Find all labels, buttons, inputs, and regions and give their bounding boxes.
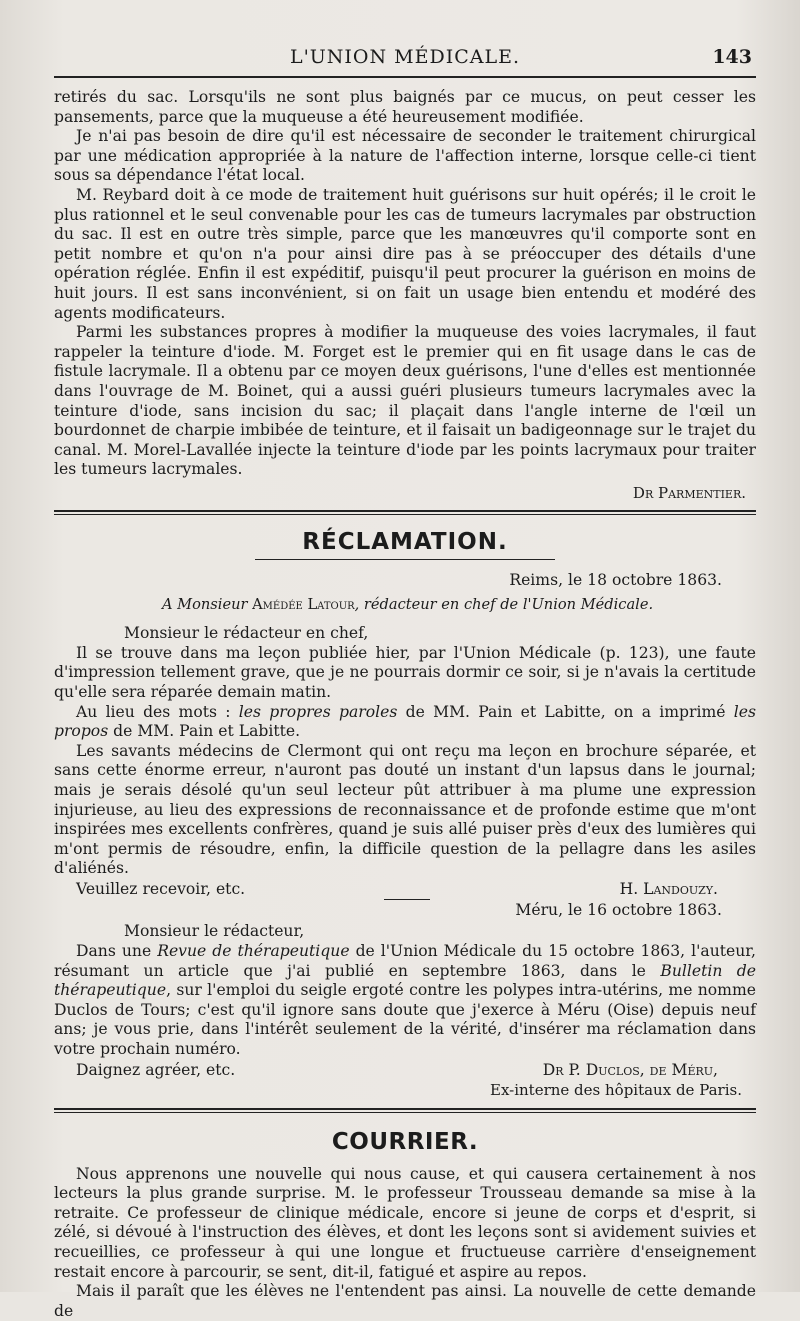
address-suffix: , rédacteur en chef de l'Union Médicale. — [354, 595, 654, 613]
letter-dateline: Méru, le 16 octobre 1863. — [515, 901, 722, 919]
article-signature: Dr Parmentier. — [632, 483, 746, 502]
letter-closing: Daignez agréer, etc. — [76, 1060, 236, 1079]
article-paragraph: M. Reybard doit à ce mode de traitement huit guérisons sur huit opérés; il le croit le plus rationnel et le seul convenable pour les cas de tumeurs lacrymales par obstruction du sac. Il est en outre très simple, parce que les manœuvres qu'il comporte sont en petit nombre et qu'on n'a pour ainsi dire pas à se préoccuper des détails d'une opération réglée. Enfin il est expéditif, puisqu'il peut procurer la guérison en moins de huit jours. Il est sans inconvénient, si on fait un usage bien entendu et modéré des agents modificateurs. — [54, 185, 756, 322]
letter-salutation: Monsieur le rédacteur en chef, — [124, 623, 369, 642]
letter-signature: Dr P. Duclos, de Méru, — [542, 1060, 718, 1079]
letter-signature-title: Ex-interne des hôpitaux de Paris. — [490, 1080, 742, 1099]
article-paragraph: Je n'ai pas besoin de dire qu'il est nécessaire de seconder le traitement chirurgical par une médication appropriée à la nature de l'affection interne, lorsque celle-ci tient sous sa dépendance l'état local. — [54, 127, 756, 185]
text-run: Au lieu des mots : — [76, 702, 231, 721]
italic-run: Revue de thérapeutique — [157, 942, 350, 960]
section-divider — [54, 510, 756, 515]
letter-paragraph — [54, 942, 756, 1060]
text-run: de l'Union Médicale du 15 octobre 1863, l'auteur, résumant un article que j'ai publié en septembre 1863, dans le — [54, 942, 756, 980]
title-underline — [255, 559, 555, 560]
journal-title: L'UNION MÉDICALE. — [289, 46, 521, 68]
letter-paragraph — [54, 703, 756, 742]
italic-run: Bulletin de thérapeutique — [54, 961, 756, 1000]
text-run: , sur l'emploi du seigle ergoté contre les polypes intra-utérins, me nomme Duclos de Tours; c'est qu'il ignore sans doute que j'exerce à Méru (Oise) depuis neuf ans; je vous prie, dans l'intérêt seulement de la vérité, d'insérer ma réclamation dans votre prochain numéro. — [54, 981, 756, 1058]
letter-landouzy — [54, 570, 756, 899]
letter-paragraph: Il se trouve dans ma leçon publiée hier, par l'Union Médicale (p. 123), une faute d'impression tellement grave, que je ne pourrais dormir ce soir, si je n'avais la certitude qu'elle sera réparée demain matin. — [54, 643, 756, 702]
letter-signature: H. Landouzy. — [619, 880, 718, 898]
courrier-paragraph: Nous apprenons une nouvelle qui nous cause, et qui causera certainement à nos lecteurs la plus grande surprise. M. le professeur Trousseau demande sa mise à la retraite. Ce professeur de clinique médicale, encore si jeune de corps et d'esprit, si zélé, si dévoué à l'instruction des élèves, et dont les leçons sont si avidement suivies et recueillies, ce professeur à qui une longue et fructueuse carrière d'enseignement restait encore à parcourir, se sent, dit-il, fatigué et aspire au repos. — [54, 1164, 756, 1281]
letter-closing-row — [54, 879, 756, 899]
letter-dateline: Reims, le 18 octobre 1863. — [509, 570, 722, 589]
italic-run: les propos — [54, 702, 756, 741]
article-paragraph: Parmi les substances propres à modifier la muqueuse des voies lacrymales, il faut rappeler la teinture d'iode. M. Forget est le premier qui en fit usage dans le cas de fistule lacrymale. Il a obtenu par ce moyen deux guérisons, l'une d'elles est mentionnée dans l'ouvrage de M. Boinet, qui a aussi guéri plusieurs tumeurs lacrymales avec la teinture d'iode, sans incision du sac; il plaçait dans l'angle interne de l'œil un bourdonnet de charpie imbibée de teinture, et il faisait un badigeonnage sur le trajet du canal. M. Morel-Lavallée injecte la teinture d'iode par les points lacrymaux pour traiter les tumeurs lacrymales. — [54, 323, 756, 479]
article-paragraph: retirés du sac. Lorsqu'ils ne sont plus baignés par ce mucus, on peut cesser les pansements, parce que la muqueuse a été heureusement modifiée. — [54, 88, 756, 126]
text-run: de MM. Pain et Labitte. — [113, 722, 301, 741]
italic-run: les propres paroles — [238, 702, 398, 721]
section-title-courrier: COURRIER. — [331, 1128, 479, 1155]
letter-paragraph: Les savants médecins de Clermont qui ont reçu ma leçon en brochure séparée, et sans cette énorme erreur, n'auront pas douté un instant d'un lapsus dans le journal; mais je serais désolé qu'un seul lecteur pût attribuer à ma plume une expression injurieuse, au lieu des expressions de reconnaissance et de profonde estime que m'ont inspirées mes excellents confrères, quand je suis allé puiser près d'eux des lumières qui m'ont permis de résoudre, enfin, la difficile question de la pellagre dans les asiles d'aliénés. — [54, 741, 756, 878]
courrier-paragraph: Mais il paraît que les élèves ne l'entendent pas ainsi. La nouvelle de cette demande de — [54, 1282, 756, 1320]
letter-salutation: Monsieur le rédacteur, — [124, 922, 305, 940]
section-title-reclamation: RÉCLAMATION. — [302, 528, 508, 555]
running-head — [54, 38, 756, 76]
address-name: Amédée Latour — [252, 595, 355, 613]
letter-duclos — [54, 900, 756, 1100]
page-number: 143 — [712, 46, 752, 68]
letter-address — [162, 594, 756, 616]
text-run: de MM. Pain et Labitte, on a imprimé — [405, 702, 726, 721]
address-prefix: A Monsieur — [162, 595, 248, 613]
article-lacrymal — [54, 88, 756, 502]
letter-closing: Veuillez recevoir, etc. — [76, 880, 246, 898]
letter-closing-row — [54, 1060, 756, 1080]
header-rule — [54, 76, 756, 78]
text-run: Dans une — [76, 942, 152, 960]
section-divider — [54, 1108, 756, 1113]
